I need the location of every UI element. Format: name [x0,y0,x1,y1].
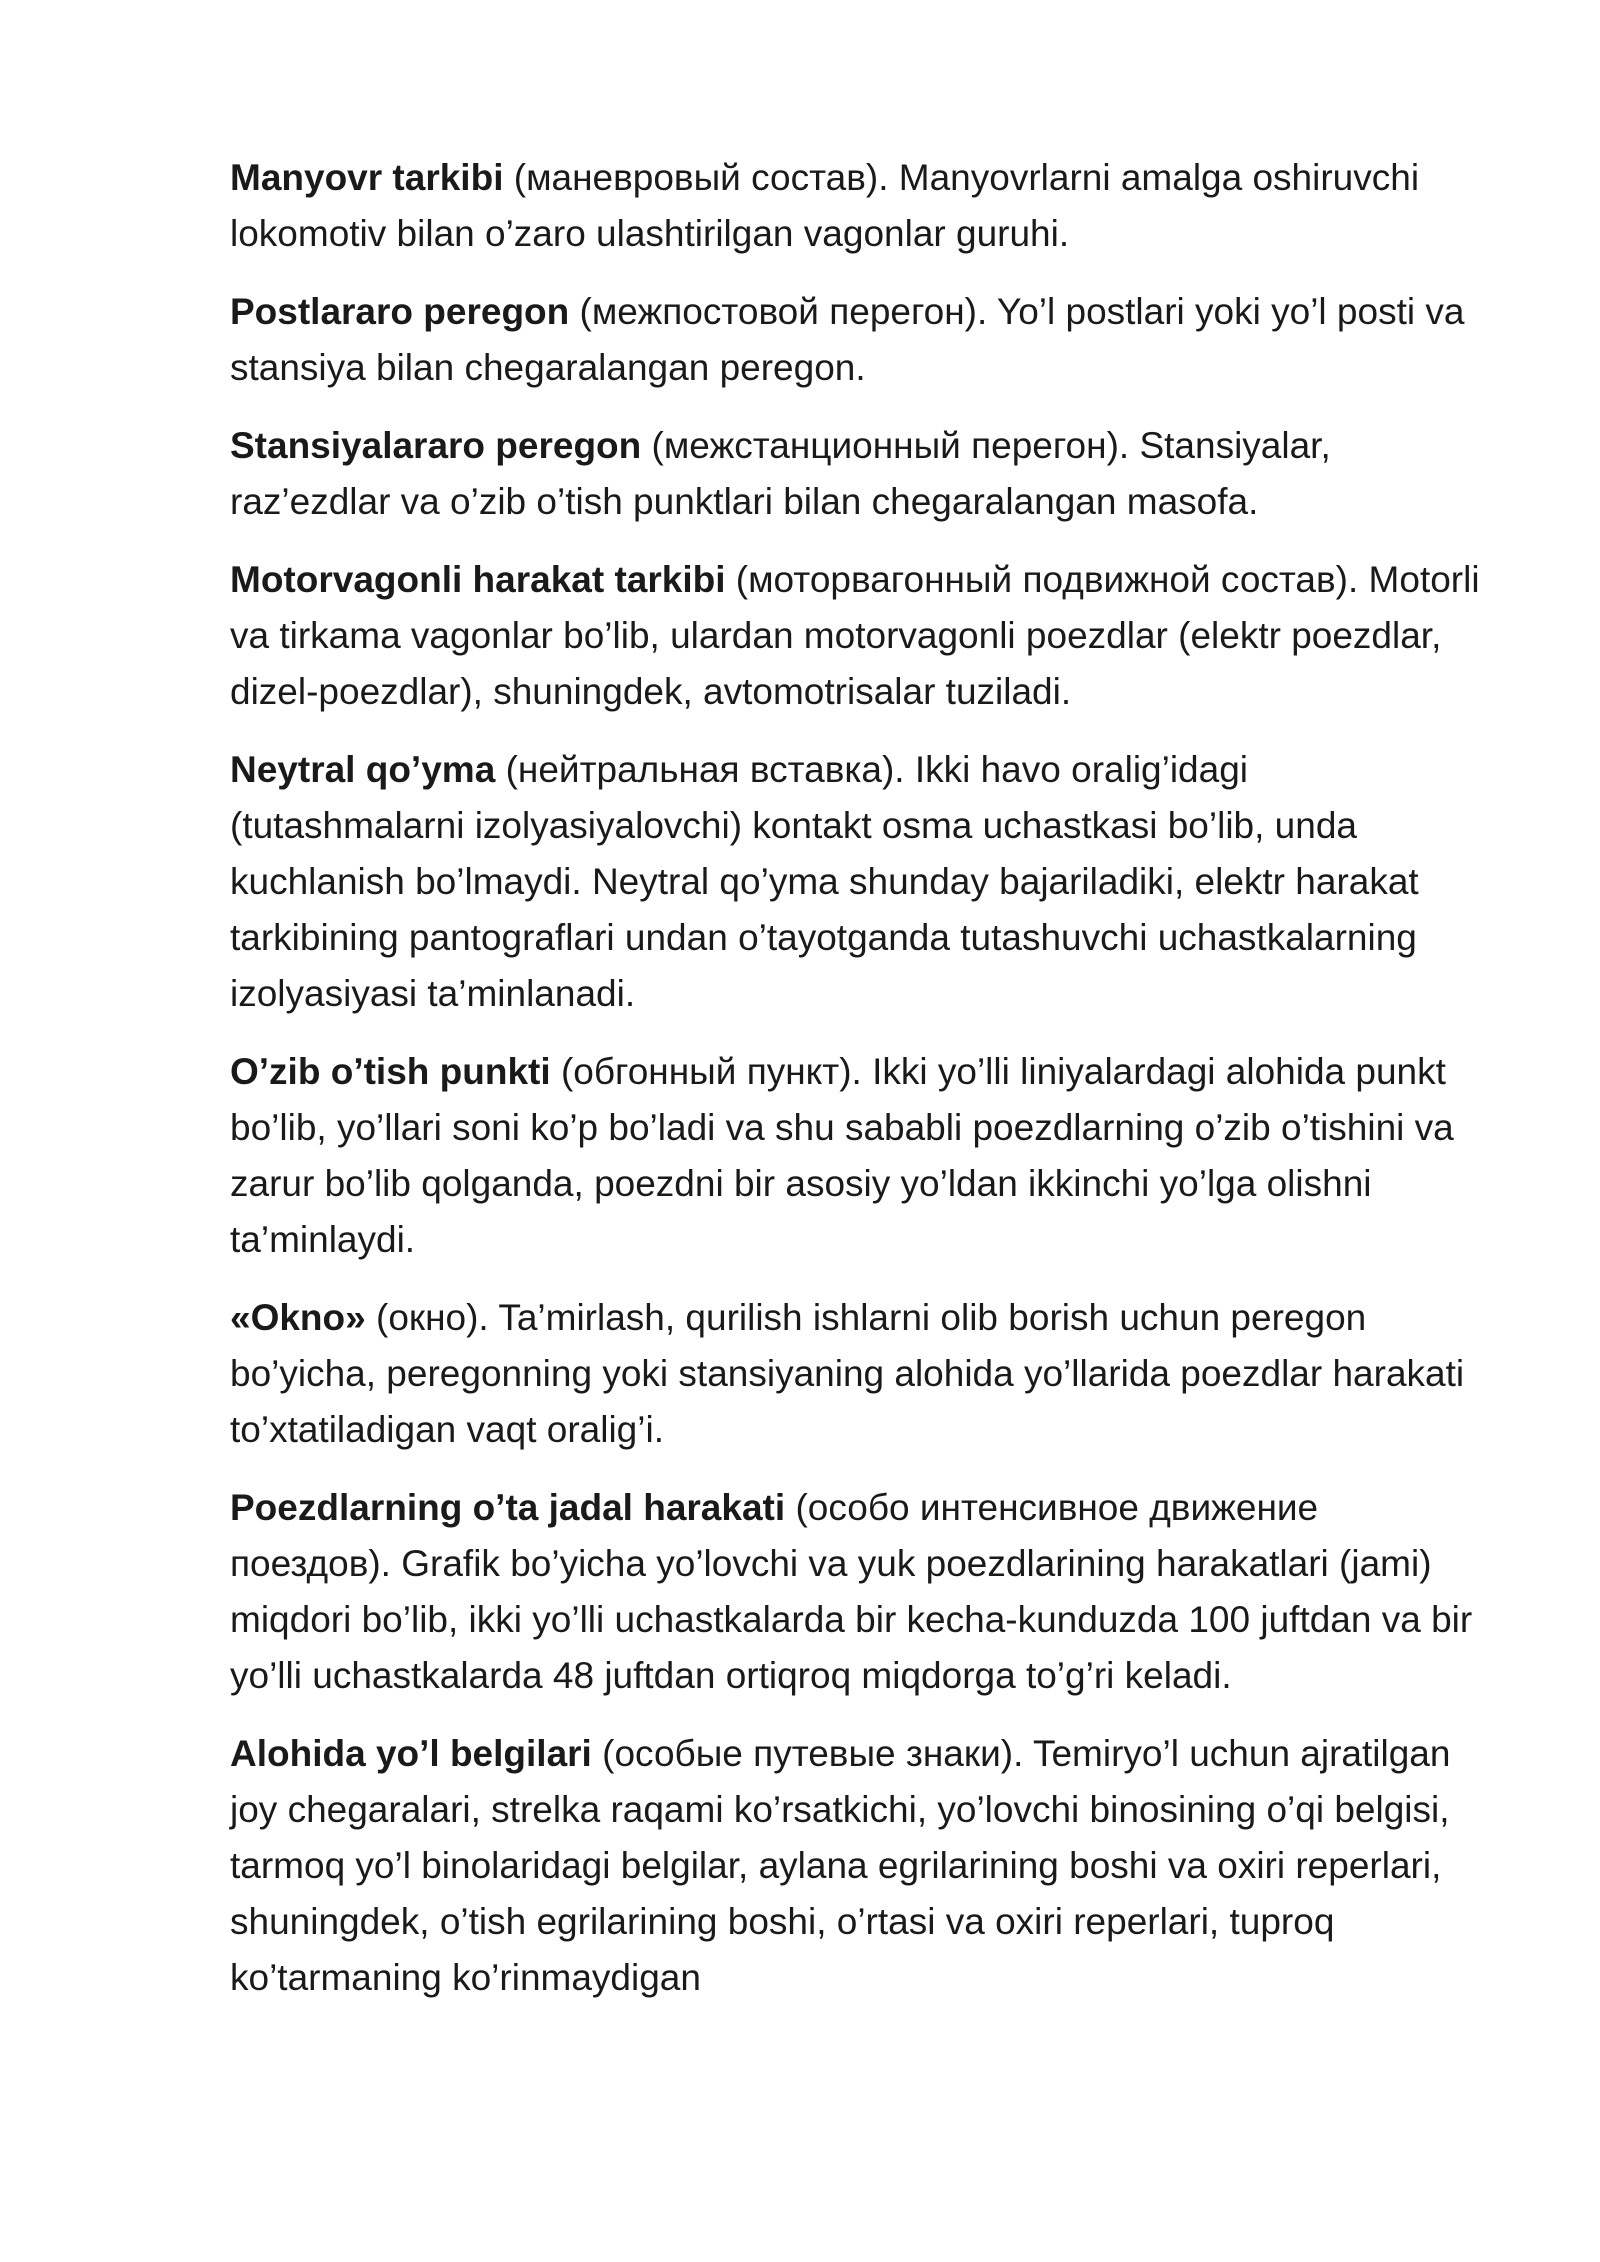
entry-definition: Motorli va tirkama vagonlar bo’lib, ulardan motorvagonli poezdlar (elektr poezdlar, dizel-poezdlar), shuningdek, avtomotrisalar tuziladi. [230,559,1480,712]
glossary-entry-manyovr-tarkibi [230,150,1480,262]
glossary-entry-ozib-otish-punkti [230,1044,1480,1268]
entry-russian-term: (окно). [376,1297,489,1338]
entry-definition: Manyovrlarni amalga oshiruvchi lokomotiv bilan o’zaro ulashtirilgan vagonlar guruhi. [230,157,1420,254]
entry-term: Stansiyalararo peregon [230,425,642,466]
entry-term: «Okno» [230,1297,366,1338]
entry-russian-term: (межпостовой перегон). [579,291,988,332]
entry-definition: Ikki yo’lli liniyalardagi alohida punkt bo’lib, yo’llari soni ko’p bo’ladi va shu sababli poezdlarning o’zib o’tishini va zarur bo’lib qolganda, poezdni bir asosiy yo’ldan ikkinchi yo’lga olishni ta’minlaydi. [230,1051,1454,1260]
entry-russian-term: (маневровый состав). [513,157,889,198]
entry-term: Motorvagonli harakat tarkibi [230,559,726,600]
entry-definition: Ta’mirlash, qurilish ishlarni olib borish uchun peregon bo’yicha, peregonning yoki stansiyaning alohida yo’llarida poezdlar harakati to’xtatiladigan vaqt oralig’i. [230,1297,1465,1450]
entry-russian-term: (моторвагонный подвижной состав). [735,559,1359,600]
entry-definition: Ikki havo oralig’idagi (tutashmalarni izolyasiyalovchi) kontakt osma uchastkasi bo’lib, unda kuchlanish bo’lmaydi. Neytral qo’yma shunday bajariladiki, elektr harakat tarkibining pantograflari undan o’tayotganda tutashuvchi uchastkalarning izolyasiyasi ta’minlanadi. [230,749,1419,1014]
glossary-entry-motorvagonli-harakat-tarkibi [230,552,1480,720]
entry-russian-term: (особо интенсивное движение поездов). [230,1487,1319,1584]
entry-term: Alohida yo’l belgilari [230,1733,592,1774]
entry-russian-term: (особые путевые знаки). [602,1733,1024,1774]
entry-term: Neytral qo’yma [230,749,496,790]
glossary-entry-poezdlarning-ota-jadal-harakati [230,1480,1480,1704]
entry-russian-term: (межстанционный перегон). [651,425,1130,466]
glossary-entry-alohida-yol-belgilari [230,1726,1480,2006]
entry-term: Postlararo peregon [230,291,570,332]
entry-term: Manyovr tarkibi [230,157,504,198]
entry-russian-term: (обгонный пункт). [560,1051,862,1092]
glossary-entry-postlararo-peregon [230,284,1480,396]
entry-definition: Yo’l postlari yoki yo’l posti va stansiya bilan chegaralangan peregon. [230,291,1465,388]
entry-definition: Stansiyalar, raz’ezdlar va o’zib o’tish punktlari bilan chegaralangan masofa. [230,425,1331,522]
entry-term: Poezdlarning o’ta jadal harakati [230,1487,786,1528]
document-page [230,150,1480,2028]
glossary-entry-okno [230,1290,1480,1458]
entry-definition: Grafik bo’yicha yo’lovchi va yuk poezdlarining harakatlari (jami) miqdori bo’lib, ikki yo’lli uchastkalarda bir kecha-kunduzda 100 juftdan va bir yo’lli uchastkalarda 48 juftdan ortiqroq miqdorga to’g’ri keladi. [230,1543,1473,1696]
glossary-entry-neytral-qoyma [230,742,1480,1022]
glossary-entry-stansiyalararo-peregon [230,418,1480,530]
entry-russian-term: (нейтральная вставка). [505,749,905,790]
entry-definition: Temiryo’l uchun ajratilgan joy chegaralari, strelka raqami ko’rsatkichi, yo’lovchi binosining o’qi belgisi, tarmoq yo’l binolaridagi belgilar, aylana egrilarining boshi va oxiri reperlari, shuningdek, o’tish egrilarining boshi, o’rtasi va oxiri reperlari, tuproq ko’tarmaning ko’rinmaydigan [230,1733,1451,1998]
entry-term: O’zib o’tish punkti [230,1051,551,1092]
